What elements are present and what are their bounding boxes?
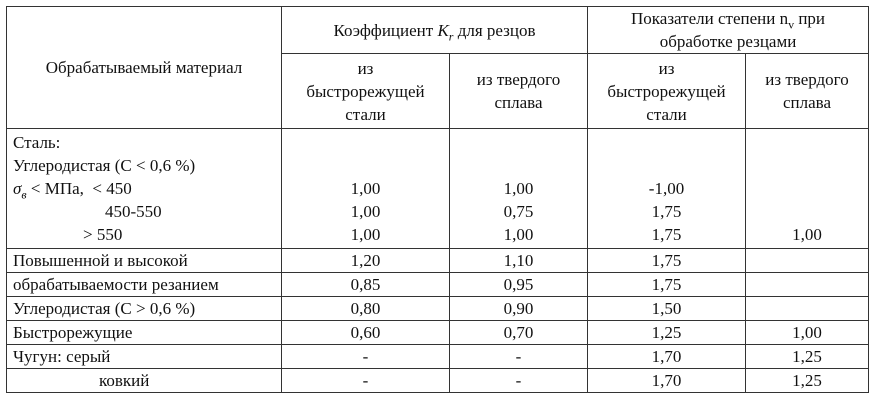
material-cell: Повышенной и высокой	[7, 249, 282, 273]
n-hss-cell: 1,70	[588, 345, 746, 369]
table-row	[7, 273, 869, 297]
material-cell: ковкий	[7, 369, 282, 393]
steel-k-carbide-cell: 1,00 0,75 1,00	[450, 129, 588, 249]
k-hss-cell: 0,85	[282, 273, 450, 297]
steel-n-hss-cell: -1,00 1,75 1,75	[588, 129, 746, 249]
k-hss-cell: -	[282, 369, 450, 393]
k-carbide-cell: 1,10	[450, 249, 588, 273]
n-carbide-cell: 1,25	[746, 345, 869, 369]
n-hss-cell: 1,50	[588, 297, 746, 321]
k-hss-cell: 0,80	[282, 297, 450, 321]
n-hss-cell: 1,25	[588, 321, 746, 345]
steel-block-row	[7, 129, 869, 249]
coefficients-table	[6, 6, 869, 393]
k-carbide-cell: -	[450, 345, 588, 369]
k-hss-cell: 0,60	[282, 321, 450, 345]
k-carbide-header: из твердого сплава	[450, 54, 588, 129]
header-row-1	[7, 7, 869, 54]
steel-k-hss-cell: 1,00 1,00 1,00	[282, 129, 450, 249]
n-carbide-cell	[746, 249, 869, 273]
n-carbide-cell	[746, 297, 869, 321]
coefficient-group-header: Коэффициент $K_r$ для резцов	[282, 7, 588, 54]
n-hss-cell: 1,75	[588, 249, 746, 273]
n-carbide-cell	[746, 273, 869, 297]
table-row	[7, 369, 869, 393]
n-hss-cell: 1,70	[588, 369, 746, 393]
table-row	[7, 249, 869, 273]
k-hss-header: из быстрорежущей стали	[282, 54, 450, 129]
k-hss-cell: -	[282, 345, 450, 369]
n-carbide-header: из твердого сплава	[746, 54, 869, 129]
n-hss-header: из быстрорежущей стали	[588, 54, 746, 129]
n-hss-cell: 1,75	[588, 273, 746, 297]
k-carbide-cell: 0,95	[450, 273, 588, 297]
n-carbide-cell: 1,00	[746, 321, 869, 345]
exponent-group-header: Показатели степени $n_v$ при обработке резцами	[588, 7, 869, 54]
k-carbide-cell: -	[450, 369, 588, 393]
table-row	[7, 297, 869, 321]
material-column-header: Обрабатываемый материал	[7, 7, 282, 129]
k-carbide-cell: 0,70	[450, 321, 588, 345]
material-cell: Быстрорежущие	[7, 321, 282, 345]
table-row	[7, 345, 869, 369]
n-carbide-cell: 1,25	[746, 369, 869, 393]
steel-material-cell: Сталь: Углеродистая (С < 0,6 %) $\sigma_в$ < МПа, < 450 450-550 > 550	[7, 129, 282, 249]
material-cell: Чугун: серый	[7, 345, 282, 369]
k-hss-cell: 1,20	[282, 249, 450, 273]
table-row	[7, 321, 869, 345]
k-carbide-cell: 0,90	[450, 297, 588, 321]
steel-n-carbide-cell: 1,00	[746, 129, 869, 249]
material-cell: обрабатываемости резанием	[7, 273, 282, 297]
material-cell: Углеродистая (С > 0,6 %)	[7, 297, 282, 321]
